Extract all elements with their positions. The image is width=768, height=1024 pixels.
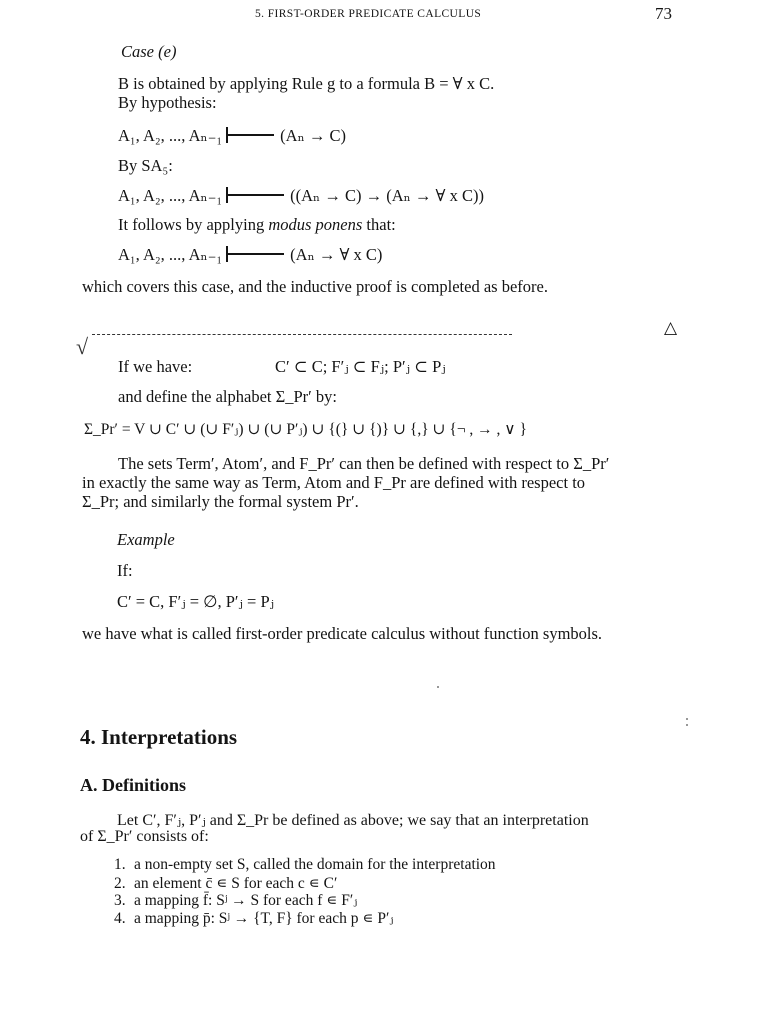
formula-3: (Aₙ → ∀ x C) — [290, 245, 383, 264]
premises: A₁, A₂, ..., Aₙ₋₁ — [118, 245, 223, 264]
interpretation-intro-line1: Let C′, F′ⱼ, P′ⱼ and Σ_Pr be defined as above; we say that an interpretation — [117, 812, 589, 829]
follows-line: It follows by applying modus ponens that: — [118, 215, 396, 234]
derivation-line-1 — [118, 126, 346, 146]
interpretation-intro-line2: of Σ_Pr′ consists of: — [80, 828, 209, 845]
formula-1: (Aₙ → C) — [280, 126, 346, 145]
turnstile-symbol — [226, 246, 284, 262]
section-heading: 4. Interpretations — [80, 725, 238, 749]
premises: A₁, A₂, ..., Aₙ₋₁ — [118, 126, 223, 145]
list-item: 3. a mapping f̄: Sʲ → S for each f ∊ F′ⱼ — [114, 892, 358, 909]
case-e-title: Case (e) — [121, 42, 177, 61]
if-we-have-label: If we have: — [118, 357, 193, 376]
derivation-line-2 — [118, 186, 484, 206]
turnstile-symbol — [226, 127, 274, 143]
page-number: 73 — [655, 4, 672, 23]
by-sa5: By SA₅: — [118, 156, 173, 175]
premises: A₁, A₂, ..., Aₙ₋₁ — [118, 186, 223, 205]
example-if: If: — [117, 561, 133, 580]
alphabet-para-line1: The sets Term′, Atom′, and F_Pr′ can then be defined with respect to Σ_Pr′ — [118, 454, 610, 473]
alphabet-para-line3: Σ_Pr; and similarly the formal system Pr′. — [82, 492, 359, 511]
example-result: we have what is called first-order predicate calculus without function symbols. — [82, 624, 603, 643]
list-item: 1. a non-empty set S, called the domain for the interpretation — [114, 856, 496, 873]
example-condition: C′ = C, F′ⱼ = ∅, P′ⱼ = Pⱼ — [117, 592, 274, 611]
check-mark-icon: √ — [76, 334, 89, 359]
scan-speck — [686, 724, 688, 726]
case-conclusion: which covers this case, and the inductive proof is completed as before. — [82, 277, 548, 296]
end-of-proof-mark: △ — [664, 318, 678, 337]
example-title: Example — [117, 530, 175, 549]
inclusion-conditions: C′ ⊂ C; F′ⱼ ⊂ Fⱼ; P′ⱼ ⊂ Pⱼ — [275, 357, 446, 376]
alphabet-para-line2: in exactly the same way as Term, Atom and F_Pr are defined with respect to — [82, 473, 586, 492]
derivation-line-3 — [118, 245, 382, 265]
alphabet-definition: Σ_Pr′ = V ∪ C′ ∪ (∪ F′ⱼ) ∪ (∪ P′ⱼ) ∪ {(} ∪ {)} ∪ {,} ∪ {¬ , → , ∨ } — [84, 421, 527, 438]
case-e-line1: B is obtained by applying Rule g to a formula B = ∀ x C. — [118, 74, 495, 93]
interpretation-list — [114, 856, 496, 926]
define-alphabet: and define the alphabet Σ_Pr′ by: — [118, 387, 337, 406]
running-title: 5. FIRST-ORDER PREDICATE CALCULUS — [255, 8, 482, 20]
subsection-heading: A. Definitions — [80, 775, 187, 795]
scan-speck — [686, 718, 688, 720]
dashed-separator — [92, 334, 512, 335]
list-item: 4. a mapping p̄: Sʲ → {T, F} for each p ∊ P′ⱼ — [114, 909, 394, 927]
formula-2: ((Aₙ → C) → (Aₙ → ∀ x C)) — [290, 186, 484, 205]
turnstile-symbol — [226, 187, 284, 203]
by-hypothesis: By hypothesis: — [118, 93, 217, 112]
list-item: 2. an element c̄ ∊ S for each c ∊ C′ — [114, 874, 338, 892]
scan-speck — [437, 686, 439, 688]
